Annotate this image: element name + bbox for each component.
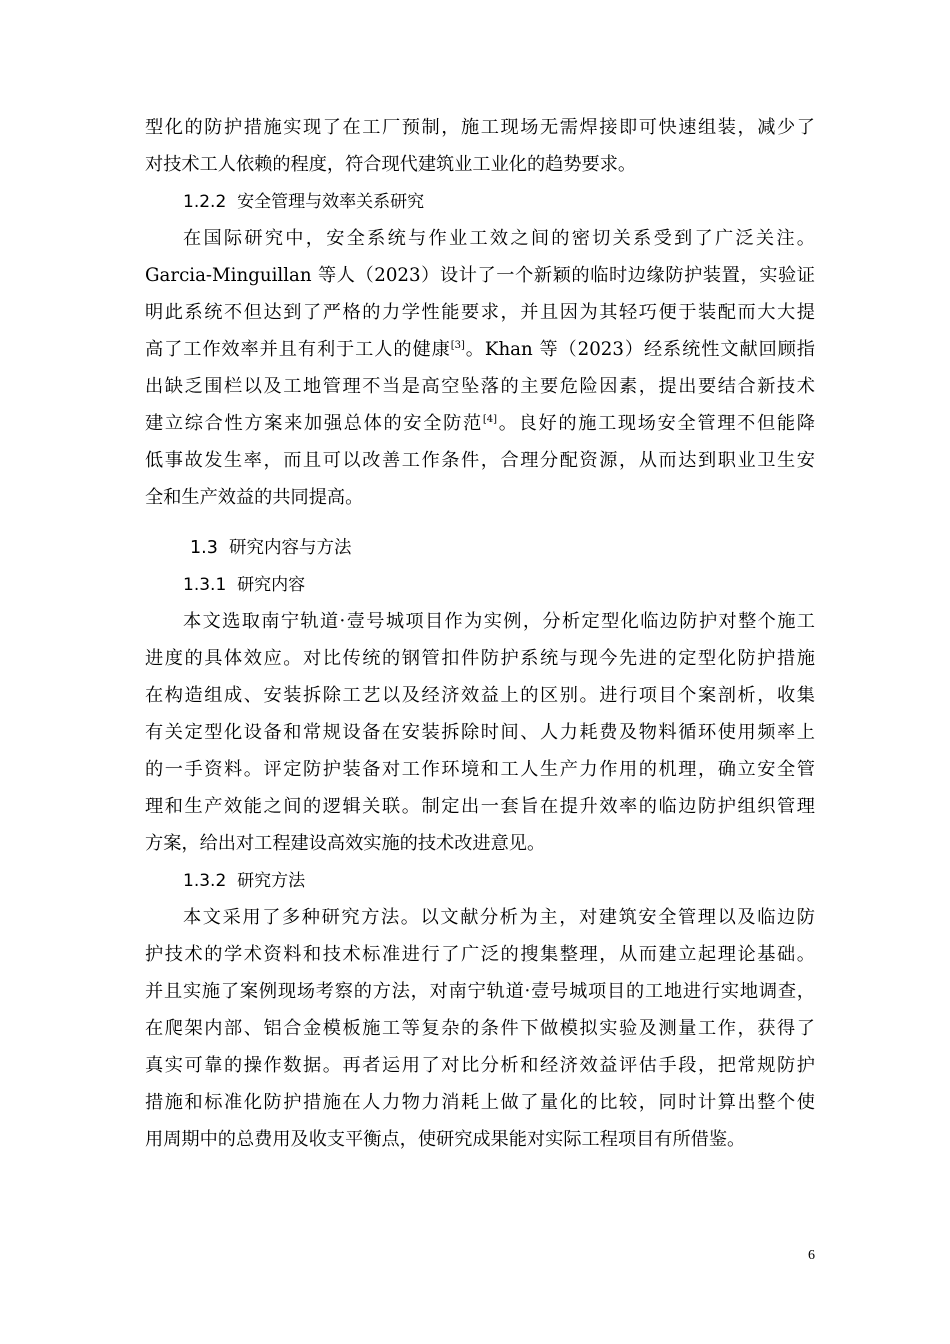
paragraph-line: 并且实施了案例现场考察的方法，对南宁轨道·壹号城项目的工地进行实地调查， xyxy=(145,981,815,1002)
section-heading-1-3-1 xyxy=(183,567,853,603)
paragraph-line: 本文选取南宁轨道·壹号城项目作为实例，分析定型化临边防护对整个施工 xyxy=(183,611,815,632)
paragraph-line: 型化的防护措施实现了在工厂预制，施工现场无需焊接即可快速组装，减少了 xyxy=(145,117,815,138)
paragraph-line xyxy=(145,406,815,442)
section-number: 1.3 xyxy=(190,538,218,558)
paragraph-line: Garcia-Minguillan 等人（2023）设计了一个新颖的临时边缘防护装置，实验证 xyxy=(145,265,815,286)
section-title: 研究内容与方法 xyxy=(228,538,352,558)
section-heading-1-3 xyxy=(190,530,860,566)
section-title: 研究内容 xyxy=(237,575,306,595)
paragraph-line: 有关定型化设备和常规设备在安装拆除时间、人力耗费及物料循环使用频率上 xyxy=(145,722,815,743)
section-title: 研究方法 xyxy=(237,871,306,891)
citation-ref: [4] xyxy=(482,414,498,425)
paragraph-line: 在爬架内部、铝合金模板施工等复杂的条件下做模拟实验及测量工作，获得了 xyxy=(145,1018,815,1039)
paragraph-line: 措施和标准化防护措施在人力物力消耗上做了量化的比较，同时计算出整个使 xyxy=(145,1092,815,1113)
paragraph-line: 出缺乏围栏以及工地管理不当是高空坠落的主要危险因素，提出要结合新技术 xyxy=(145,376,815,397)
paragraph-line: 进度的具体效应。对比传统的钢管扣件防护系统与现今先进的定型化防护措施 xyxy=(145,648,815,669)
paragraph-line: 明此系统不但达到了严格的力学性能要求，并且因为其轻巧便于装配而大大提 xyxy=(145,302,815,323)
paragraph-line: 对技术工人依赖的程度，符合现代建筑业工业化的趋势要求。 xyxy=(145,154,637,175)
section-heading-1-3-2 xyxy=(183,863,853,899)
section-number: 1.3.1 xyxy=(183,575,227,595)
section-number: 1.2.2 xyxy=(183,192,227,212)
citation-ref: [3] xyxy=(450,340,465,351)
text-run: 高了工作效率并且有利于工人的健康 xyxy=(145,339,451,360)
paragraph-line: 全和生产效益的共同提高。 xyxy=(145,487,364,508)
paragraph-line: 在国际研究中，安全系统与作业工效之间的密切关系受到了广泛关注。 xyxy=(183,228,815,249)
paragraph-line: 本文采用了多种研究方法。以文献分析为主，对建筑安全管理以及临边防 xyxy=(183,907,815,928)
paragraph-line: 护技术的学术资料和技术标准进行了广泛的搜集整理，从而建立起理论基础。 xyxy=(145,944,815,965)
paragraph-line xyxy=(145,332,815,368)
section-number: 1.3.2 xyxy=(183,871,227,891)
paragraph-line: 低事故发生率，而且可以改善工作条件，合理分配资源，从而达到职业卫生安 xyxy=(145,450,815,471)
paragraph-line: 方案，给出对工程建设高效实施的技术改进意见。 xyxy=(145,833,546,854)
text-run: 。Khan 等（2023）经系统性文献回顾指 xyxy=(464,339,815,360)
section-title: 安全管理与效率关系研究 xyxy=(237,192,425,212)
page-number: 6 xyxy=(808,1248,815,1263)
paragraph-line: 真实可靠的操作数据。再者运用了对比分析和经济效益评估手段，把常规防护 xyxy=(145,1055,815,1076)
paragraph-line: 在构造组成、安装拆除工艺以及经济效益上的区别。进行项目个案剖析，收集 xyxy=(145,685,815,706)
text-run: 建立综合性方案来加强总体的安全防范 xyxy=(145,413,483,434)
section-heading-1-2-2 xyxy=(183,184,853,220)
paragraph-line: 的一手资料。评定防护装备对工作环境和工人生产力作用的机理，确立安全管 xyxy=(145,759,815,780)
paragraph-line: 理和生产效能之间的逻辑关联。制定出一套旨在提升效率的临边防护组织管理 xyxy=(145,796,815,817)
text-run: 。良好的施工现场安全管理不但能降 xyxy=(497,413,815,434)
paragraph-line: 用周期中的总费用及收支平衡点，使研究成果能对实际工程项目有所借鉴。 xyxy=(145,1129,746,1150)
